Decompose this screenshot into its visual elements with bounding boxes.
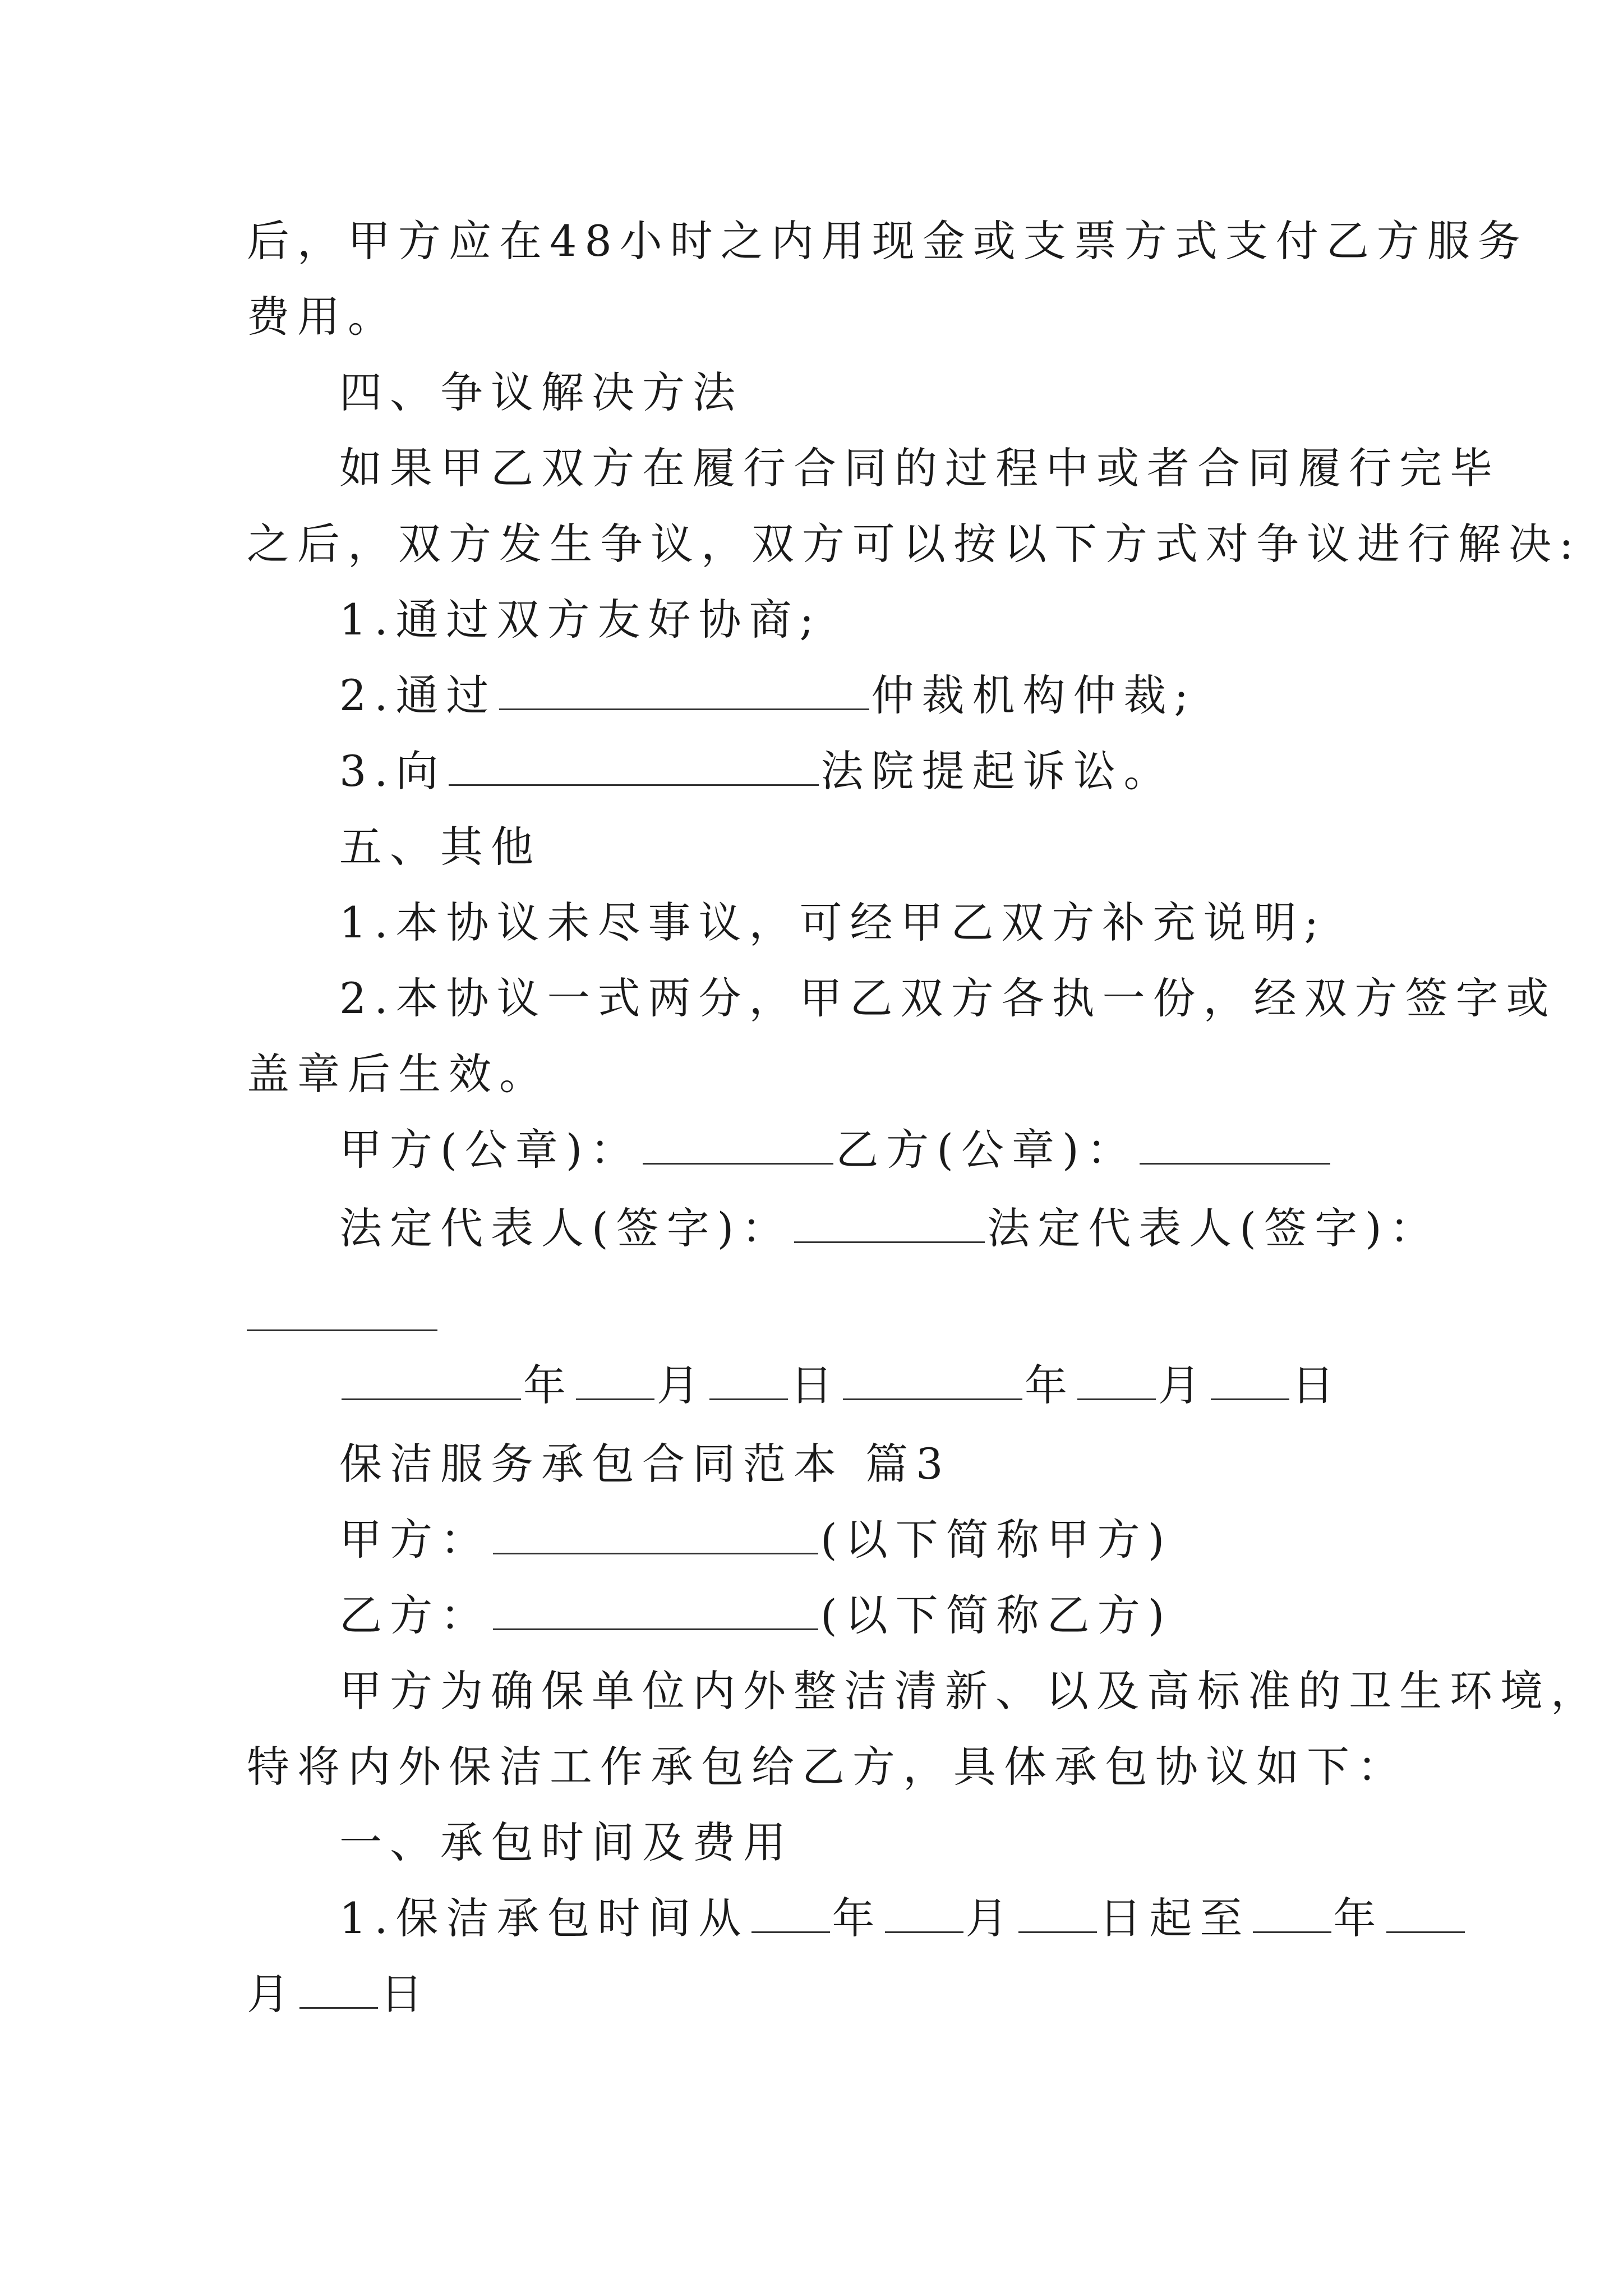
party-b-month-field[interactable]: [1077, 1359, 1156, 1400]
term-prefix: 1.保洁承包时间从: [339, 1893, 749, 1943]
party-b-name-field[interactable]: [493, 1589, 818, 1630]
intro-line1: 甲方为确保单位内外整洁清新、以及高标准的卫生环境，: [339, 1666, 1601, 1716]
other-item-1: 1.本协议未尽事议，可经甲乙双方补充说明;: [339, 898, 1327, 947]
intro-line2: 特将内外保洁工作承包给乙方，具体承包协议如下：: [247, 1742, 1408, 1792]
dispute-item-3: [339, 743, 1174, 799]
party-b-year-field[interactable]: [843, 1359, 1022, 1400]
other-item-2-line1: 2.本协议一式两分，甲乙双方各执一份，经双方签字或: [339, 973, 1557, 1023]
date-year-label-2: 年: [1025, 1360, 1075, 1410]
section-heading-dispute: 四、争议解决方法: [339, 367, 743, 417]
dispute-item-2: [339, 668, 1196, 724]
term-end-day-label: 日: [380, 1969, 431, 2019]
party-a-rep-field[interactable]: [794, 1202, 985, 1243]
date-line: [339, 1358, 1342, 1414]
blank-arbitration-field[interactable]: [499, 669, 869, 710]
party-b-day-field[interactable]: [1211, 1359, 1289, 1400]
paragraph-dispute-line1: 如果甲乙双方在履行合同的过程中或者合同履行完毕: [339, 443, 1500, 493]
party-b-seal-label: 乙方(公章)：: [836, 1125, 1137, 1175]
party-a-day-field[interactable]: [709, 1359, 788, 1400]
dispute-item-1: 1.通过双方友好协商;: [339, 595, 822, 645]
party-a-label: 甲方：: [339, 1515, 491, 1565]
party-a-line: [339, 1512, 1172, 1568]
blank-court-field[interactable]: [449, 745, 819, 786]
party-b-rep-label: 法定代表人(签字)：: [987, 1203, 1440, 1253]
paragraph-dispute-line2: 之后，双方发生争议，双方可以按以下方式对争议进行解决:: [247, 519, 1581, 569]
term-start-year-field[interactable]: [751, 1892, 830, 1933]
legal-rep-line: [339, 1200, 1440, 1257]
dispute-item-2-prefix: 2.通过: [339, 670, 497, 720]
party-a-seal-field[interactable]: [643, 1124, 833, 1165]
section-heading-other: 五、其他: [339, 822, 541, 872]
dispute-item-3-suffix: 法院提起诉讼。: [820, 746, 1174, 796]
dispute-item-3-prefix: 3.向: [339, 746, 446, 796]
term-start-month-field[interactable]: [885, 1892, 963, 1933]
term-end-year-label: 年: [1333, 1893, 1384, 1943]
date-year-label: 年: [523, 1360, 574, 1410]
term-start-month-label: 月: [965, 1893, 1016, 1943]
party-a-seal-label: 甲方(公章)：: [339, 1125, 641, 1175]
term-end-month-label: 月: [247, 1969, 297, 2019]
term-start-day-label: 日起至: [1099, 1893, 1251, 1943]
term-end-day-field[interactable]: [299, 1968, 378, 2009]
party-b-label: 乙方：: [339, 1590, 491, 1640]
date-month-label: 月: [657, 1360, 707, 1410]
term-line1: [339, 1890, 1467, 1947]
paragraph-payment-line2: 费用。: [247, 292, 398, 342]
party-b-seal-field[interactable]: [1140, 1124, 1330, 1165]
signature-seal-line: [339, 1122, 1332, 1178]
party-b-line: [339, 1588, 1172, 1644]
party-b-note: (以下简称乙方): [820, 1590, 1173, 1640]
date-day-label: 日: [790, 1360, 841, 1410]
term-start-day-field[interactable]: [1018, 1892, 1097, 1933]
term-end-month-field[interactable]: [1386, 1892, 1465, 1933]
party-b-rep-field[interactable]: [247, 1329, 437, 1331]
contract-title-3: 保洁服务承包合同范本 篇3: [339, 1439, 951, 1489]
party-a-name-field[interactable]: [493, 1513, 818, 1554]
dispute-item-2-suffix: 仲裁机构仲裁;: [871, 670, 1197, 720]
term-line2: [247, 1966, 431, 2022]
date-month-label-2: 月: [1158, 1360, 1209, 1410]
party-a-rep-label: 法定代表人(签字)：: [339, 1203, 792, 1253]
section-heading-term: 一、承包时间及费用: [339, 1818, 794, 1867]
term-end-year-field[interactable]: [1253, 1892, 1331, 1933]
date-day-label-2: 日: [1292, 1360, 1342, 1410]
paragraph-payment-line1: 后，甲方应在48小时之内用现金或支票方式支付乙方服务: [247, 216, 1528, 266]
party-a-year-field[interactable]: [342, 1359, 521, 1400]
term-start-year-label: 年: [832, 1893, 883, 1943]
party-a-month-field[interactable]: [576, 1359, 654, 1400]
other-item-2-line2: 盖章后生效。: [247, 1049, 550, 1099]
party-a-note: (以下简称甲方): [820, 1515, 1173, 1565]
